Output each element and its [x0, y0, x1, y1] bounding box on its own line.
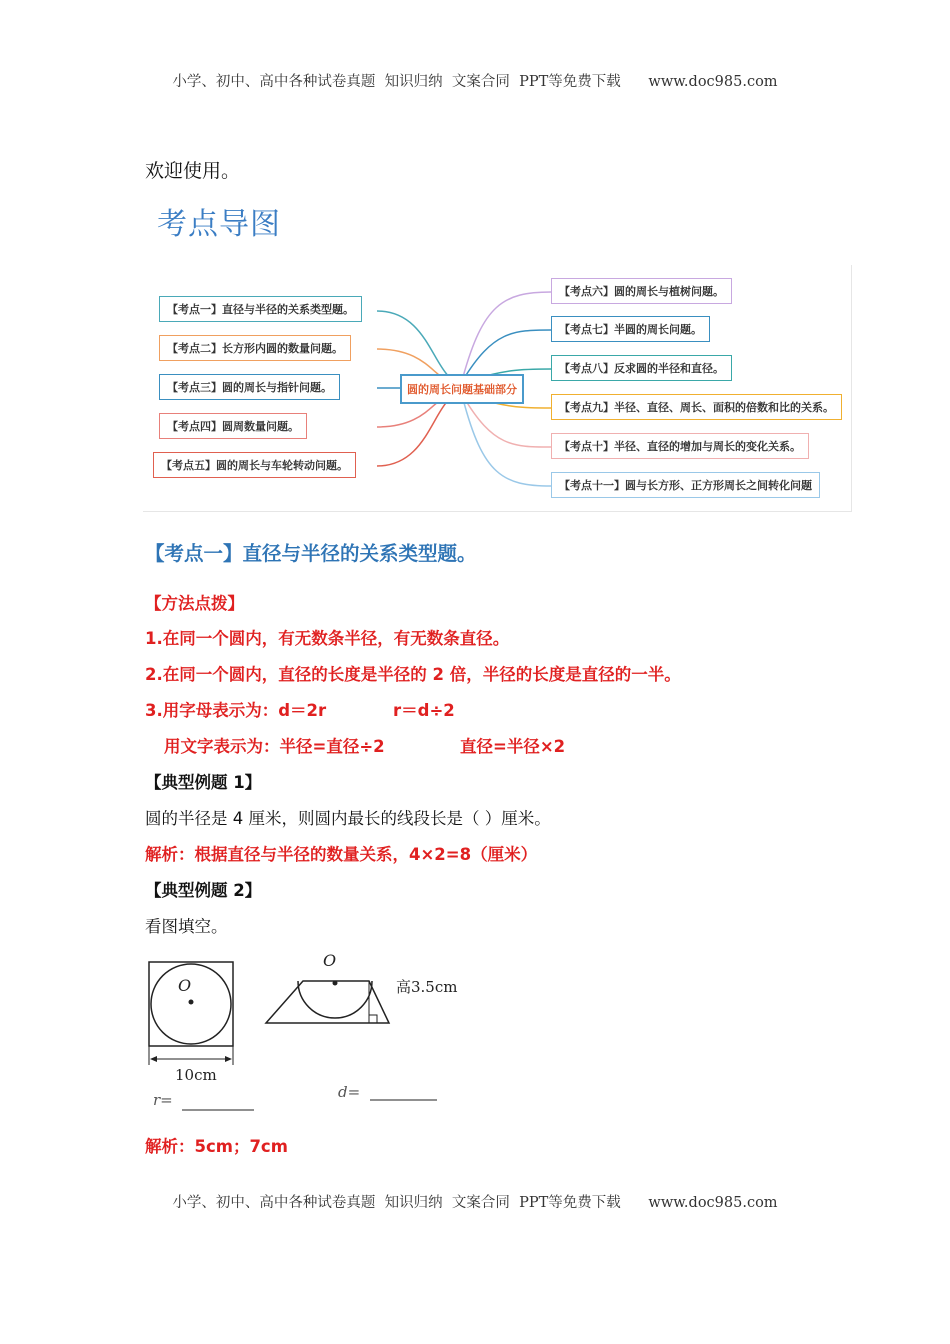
fig-label-width: 10cm	[175, 1066, 217, 1084]
fig-label-r: r=	[153, 1091, 173, 1109]
mindmap-node-1: 【考点一】直径与半径的关系类型题。	[159, 296, 362, 322]
example-1-question: 圆的半径是 4 厘米，则圆内最长的线段长是（ ）厘米。	[145, 809, 551, 828]
example-1-answer: 解析：根据直径与半径的数量关系，4×2=8（厘米）	[145, 845, 538, 864]
mindmap-node-10: 【考点十】半径、直径的增加与周长的变化关系。	[551, 433, 809, 459]
mindmap	[143, 265, 852, 512]
semicircle-shape	[298, 981, 372, 1018]
mindmap-node-2: 【考点二】长方形内圆的数量问题。	[159, 335, 351, 361]
example-1-title: 【典型例题 1】	[145, 773, 262, 792]
right-angle-mark	[369, 1015, 377, 1023]
semicircle-center-dot	[333, 981, 338, 986]
fig-label-height: 高3.5cm	[396, 978, 458, 996]
fig-label-o2: O	[323, 951, 337, 970]
method-point-2: 2.在同一个圆内，直径的长度是半径的 2 倍，半径的长度是直径的一半。	[145, 665, 681, 684]
section-title: 【考点一】直径与半径的关系类型题。	[145, 542, 477, 565]
example-2-answer: 解析：5cm；7cm	[145, 1137, 288, 1156]
page-header: 小学、初中、高中各种试卷真题 知识归纳 文案合同 PPT等免费下载 www.doc985.com	[172, 74, 778, 90]
method-title: 【方法点拨】	[145, 594, 244, 613]
mindmap-node-9: 【考点九】半径、直径、周长、面积的倍数和比的关系。	[551, 394, 842, 420]
method-point-1: 1.在同一个圆内，有无数条半径，有无数条直径。	[145, 629, 510, 648]
mindmap-node-8: 【考点八】反求圆的半径和直径。	[551, 355, 732, 381]
mindmap-node-6: 【考点六】圆的周长与植树问题。	[551, 278, 732, 304]
fig-label-o1: O	[178, 976, 192, 995]
method-point-3-letter: 3.用字母表示为：d＝2r	[145, 701, 327, 720]
mindmap-center: 圆的周长问题基础部分	[400, 374, 524, 404]
welcome-text: 欢迎使用。	[145, 160, 241, 182]
fig-label-d: d=	[338, 1083, 361, 1101]
mindmap-title: 考点导图	[157, 207, 281, 242]
example-2-question: 看图填空。	[145, 917, 228, 936]
circle-center-dot	[189, 1000, 194, 1005]
example-2-title: 【典型例题 2】	[145, 881, 262, 900]
method-point-4-words: 用文字表示为：半径=直径÷2	[164, 737, 385, 756]
mindmap-node-7: 【考点七】半圆的周长问题。	[551, 316, 710, 342]
example-2-figure	[140, 945, 480, 1120]
method-point-3-formula: r＝d÷2	[393, 701, 455, 720]
mindmap-node-5: 【考点五】圆的周长与车轮转动问题。	[153, 452, 356, 478]
mindmap-node-4: 【考点四】圆周数量问题。	[159, 413, 307, 439]
method-point-4-formula: 直径=半径×2	[460, 737, 566, 756]
mindmap-node-3: 【考点三】圆的周长与指针问题。	[159, 374, 340, 400]
mindmap-node-11: 【考点十一】圆与长方形、正方形周长之间转化问题	[551, 472, 820, 498]
page-footer: 小学、初中、高中各种试卷真题 知识归纳 文案合同 PPT等免费下载 www.doc985.com	[172, 1195, 778, 1211]
